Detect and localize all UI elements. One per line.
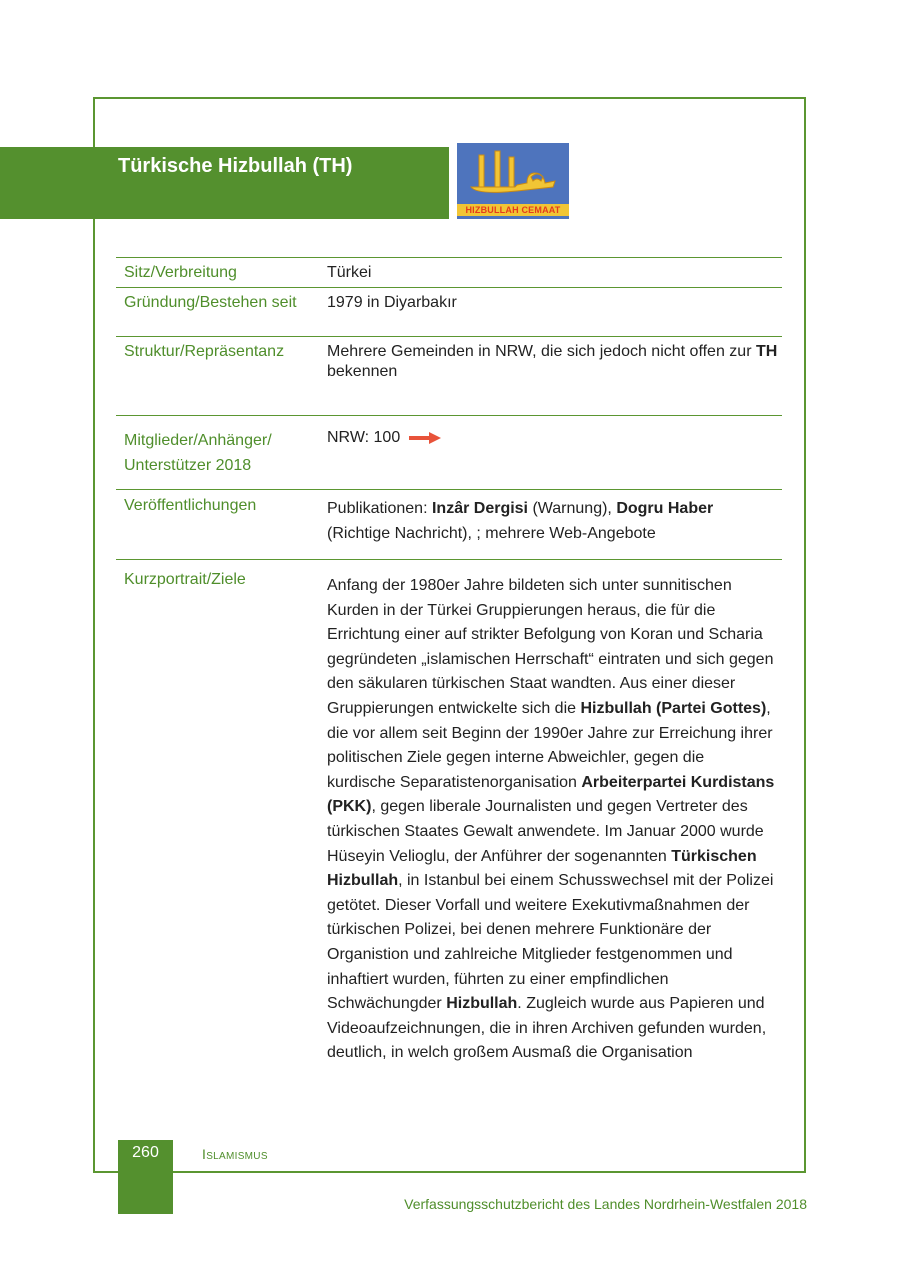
struktur-text-bold: TH [755, 343, 778, 360]
arrow-right-icon [409, 432, 441, 444]
veroeff-label: Veröffentlichungen [124, 497, 257, 514]
struktur-label: Struktur/Repräsentanz [124, 343, 285, 360]
mitglieder-label-line2: Unterstützer 2018 [124, 457, 252, 474]
struktur-text-1: Mehrere Gemeinden in NRW, die sich jedoch nicht offen zur [327, 343, 756, 360]
body-bold-1: Hizbullah (Partei Gottes) [580, 699, 767, 717]
row-gruendung [116, 287, 782, 336]
body-bold-3: Türkischen Hizbullah [327, 847, 757, 890]
row-veroeffentlichungen [116, 489, 782, 559]
body-bold-4: Hizbullah [446, 995, 518, 1013]
sitz-label: Sitz/Verbreitung [124, 264, 237, 281]
row-sitz [116, 257, 782, 287]
kurzportrait-text [327, 574, 775, 1066]
mitglieder-label-line1: Mitglieder/Anhänger/ [124, 432, 272, 449]
kurzportrait-label: Kurzportrait/Ziele [124, 571, 246, 588]
row-mitglieder [116, 415, 782, 489]
veroeff-value [327, 496, 782, 546]
body-text-3: , gegen liberale Journalisten und gegen Vertreter des türkischen Staates Gewalt anwendete. Im Januar 2000 wurde Hüseyin Velioglu, der Anführer der sogenannten [327, 798, 764, 865]
info-table [116, 257, 782, 589]
mitglieder-label [124, 428, 314, 478]
struktur-value [327, 342, 782, 382]
section-label: Islamismus [202, 1146, 268, 1162]
row-struktur [116, 336, 782, 415]
sitz-value: Türkei [327, 264, 372, 281]
logo-caption: HIZBULLAH CEMAAT [457, 204, 569, 216]
body-text-1: Anfang der 1980er Jahre bildeten sich unter sunnitischen Kurden in der Türkei Gruppierungen heraus, die für die Errichtung einer auf strikter Befolgung von Koran und Scharia gegründeten „islamischen Herrschaft“ eintraten und sich gegen den säkularen türkischen Staat wandten. Aus einer dieser Gruppierungen entwickelte sich die [327, 577, 774, 717]
page-number: 260 [132, 1144, 159, 1161]
veroeff-text-3: (Richtige Nachricht), ; mehrere Web-Angebote [327, 525, 656, 542]
kurzportrait-paragraph [327, 574, 775, 1066]
veroeff-text-2: (Warnung), [528, 500, 617, 517]
arabic-calligraphy-icon [457, 143, 569, 203]
gruendung-value: 1979 in Diyarbakır [327, 294, 457, 311]
body-text-5: . Zugleich wurde aus Papieren und Videoaufzeichnungen, die in ihren Archiven gefunden wurden, deutlich, in welch großem Ausmaß die Organisation [327, 995, 767, 1062]
struktur-text-2: bekennen [327, 363, 398, 380]
veroeff-pub-1: Inzâr Dergisi [431, 500, 528, 517]
veroeff-text-1: Publikationen: [327, 500, 432, 517]
gruendung-label: Gründung/Bestehen seit [124, 294, 297, 311]
veroeff-pub-2: Dogru Haber [616, 500, 714, 517]
body-text-4: , in Istanbul bei einem Schusswechsel mit der Polizei getötet. Dieser Vorfall und weitere Exekutivmaßnahmen der türkischen Polizei, bei denen mehrere Funktionäre der Organistion und zahlreiche Mitglieder festgenommen und inhaftiert wurden, führten zu einer empfindlichen Schwächungder [327, 872, 774, 1013]
mitglieder-value [327, 428, 782, 448]
body-text-2: , die vor allem seit Beginn der 1990er Jahre zur Erreichung ihrer politischen Ziele gegen interne Abweichler, gegen die kurdische Separatistenorganisation [327, 699, 773, 791]
page-title: Türkische Hizbullah (TH) [118, 155, 353, 177]
body-bold-2: Arbeiterpartei Kurdistans (PKK) [327, 773, 775, 816]
mitglieder-count: NRW: 100 [327, 429, 401, 446]
report-footer: Verfassungsschutzbericht des Landes Nordrhein-Westfalen 2018 [404, 1196, 807, 1212]
hizbullah-logo [457, 143, 569, 219]
